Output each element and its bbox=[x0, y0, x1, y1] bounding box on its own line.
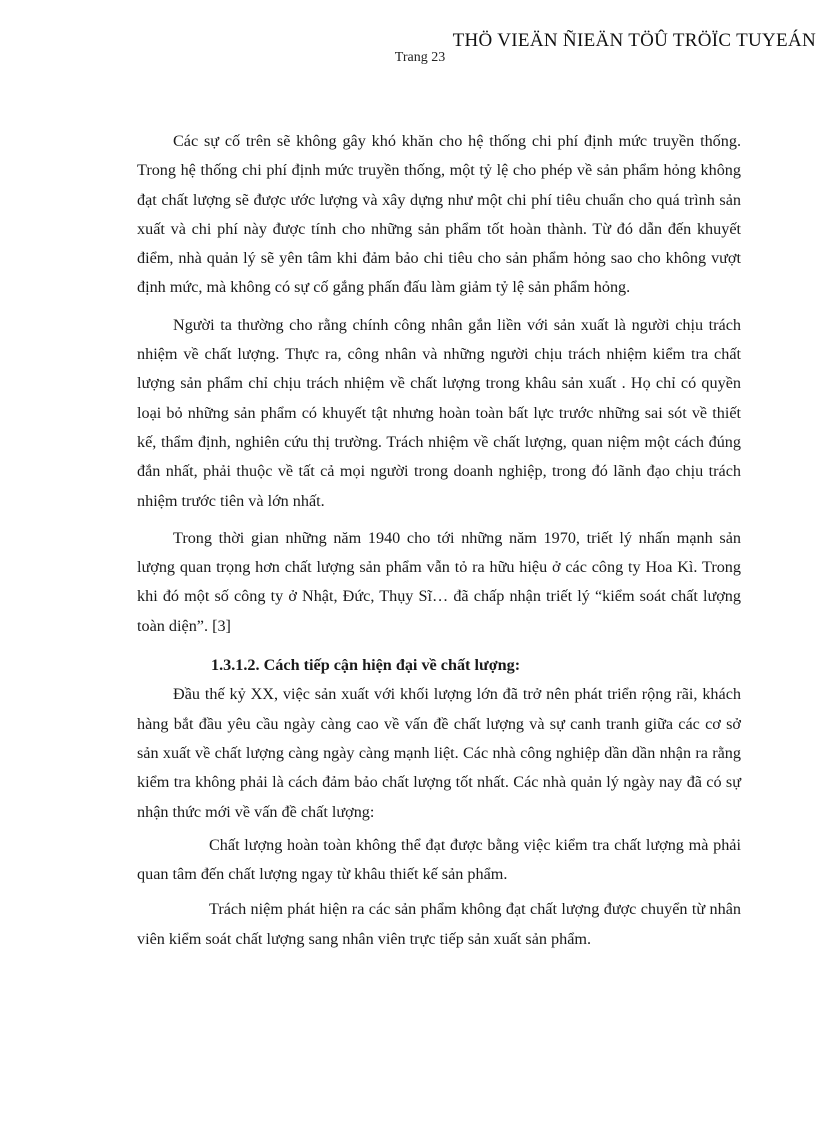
paragraph: Trong thời gian những năm 1940 cho tới những năm 1970, triết lý nhấn mạnh sản lượng quan trọng hơn chất lượng sản phẩm vẫn tỏ ra hữu hiệu ở các công ty Hoa Kì. Trong khi đó một số công ty ở Nhật, Đức, Thụy Sĩ… đã chấp nhận triết lý “kiểm soát chất lượng toàn diện”. [3] bbox=[137, 528, 741, 635]
header-title: THÖ VIEÄN ÑIEÄN TÖÛ TRÖÏC TUYEÁN bbox=[452, 30, 816, 51]
quote-paragraph: Chất lượng hoàn toàn không thể đạt được bằng việc kiểm tra chất lượng mà phải quan tâm đến chất lượng ngay từ khâu thiết kế sản phẩm. bbox=[137, 835, 741, 884]
quote-paragraph: Trách niệm phát hiện ra các sản phẩm không đạt chất lượng được chuyển từ nhân viên kiểm soát chất lượng sang nhân viên trực tiếp sản xuất sản phẩm. bbox=[137, 900, 741, 948]
page-number: Trang 23 bbox=[394, 50, 446, 65]
section-paragraph: Đầu thế kỷ XX, việc sản xuất với khối lượng lớn đã trở nên phát triển rộng rãi, khách hàng bắt đầu yêu cầu ngày càng cao về vấn đề chất lượng và sự canh tranh giữa các cơ sở sản xuất về chất lượng càng ngày càng mạnh liệt. Các nhà công nghiệp dần dần nhận ra rằng kiểm tra không phải là cách đảm bảo chất lượng tốt nhất. Các nhà quản lý ngày nay đã có sự nhận thức mới về vấn đề chất lượng: bbox=[137, 685, 741, 821]
paragraph: Các sự cố trên sẽ không gây khó khăn cho hệ thống chi phí định mức truyền thống. Trong hệ thống chi phí định mức truyền thống, một tỷ lệ cho phép về sản phẩm hỏng không đạt chất lượng sẽ được ước lượng và xây dựng như một chi phí tiêu chuẩn cho quá trình sản xuất và chi phí này được tính cho những sản phẩm tốt hoàn thành. Từ đó dẫn đến khuyết điểm, nhà quản lý sẽ yên tâm khi đảm bảo chi tiêu cho sản phẩm hỏng sao cho không vượt định mức, mà không có sự cố gắng phấn đấu làm giảm tỷ lệ sản phẩm hỏng. bbox=[137, 132, 741, 297]
section-heading: 1.3.1.2. Cách tiếp cận hiện đại về chất lượng: bbox=[211, 656, 521, 675]
document-body bbox=[137, 127, 741, 960]
paragraph: Người ta thường cho rằng chính công nhân gắn liền với sản xuất là người chịu trách nhiệm về chất lượng. Thực ra, công nhân và những người chịu trách nhiệm kiểm tra chất lượng sản phẩm chỉ chịu trách nhiệm về chất lượng trong khâu sản xuất . Họ chỉ có quyền loại bỏ những sản phẩm có khuyết tật nhưng hoàn toàn bất lực trước những sai sót về thiết kế, thẩm định, nghiên cứu thị trường. Trách nhiệm về chất lượng, quan niệm một cách đúng đắn nhất, phải thuộc về tất cả mọi người trong doanh nghiệp, trong đó lãnh đạo chịu trách nhiệm trước tiên và lớn nhất. bbox=[137, 315, 741, 510]
